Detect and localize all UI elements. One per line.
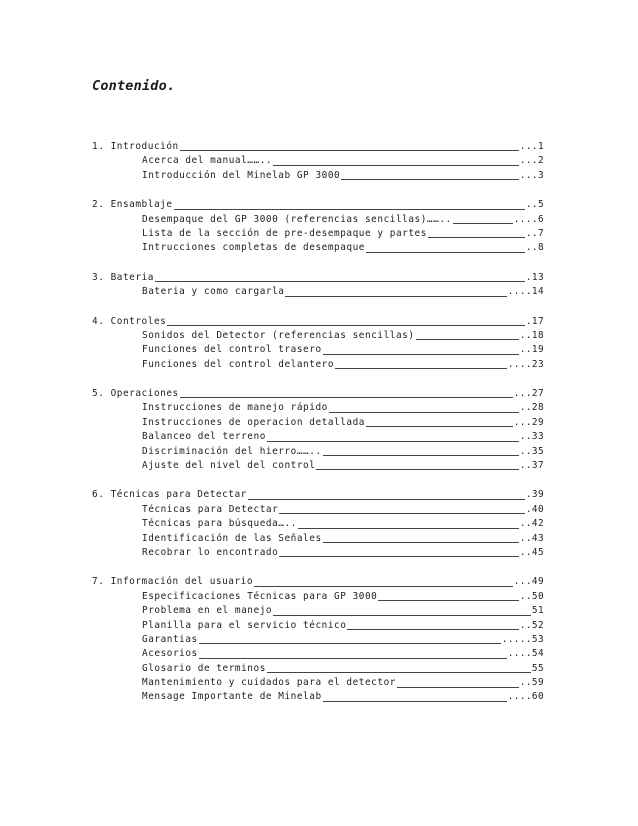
toc-subentry-page: ....14 bbox=[507, 286, 544, 298]
toc-entry-label: 5. Operaciones bbox=[92, 388, 179, 400]
toc-entry-page: .13 bbox=[525, 271, 544, 283]
toc-subentry-page: ..28 bbox=[519, 402, 544, 414]
toc-entry-label: 1. Introdución bbox=[92, 140, 179, 152]
toc-subentry-page: ..33 bbox=[519, 431, 544, 443]
toc-entry-page: .17 bbox=[525, 315, 544, 327]
toc-entry bbox=[92, 488, 544, 502]
toc-subentry-page: ..50 bbox=[519, 590, 544, 602]
toc-subentry bbox=[92, 517, 544, 531]
dot-leader bbox=[174, 209, 525, 210]
toc-entry-page: .39 bbox=[525, 489, 544, 501]
toc-subentry-page: ..45 bbox=[519, 546, 544, 558]
toc-subentry bbox=[92, 154, 544, 168]
toc-subentry bbox=[92, 213, 544, 227]
dot-leader bbox=[180, 397, 513, 398]
toc-subentry-label: Intrucciones completas de desempaque bbox=[142, 242, 365, 254]
dot-leader bbox=[416, 339, 519, 340]
toc-subentry-page: ..35 bbox=[519, 445, 544, 457]
toc-subentry-page: ..18 bbox=[519, 329, 544, 341]
toc-subentry-page: ....60 bbox=[507, 691, 544, 703]
toc-subentry-label: Acerca del manual…….. bbox=[142, 155, 273, 167]
dot-leader bbox=[341, 179, 519, 180]
toc-entry bbox=[92, 315, 544, 329]
toc-subentry-label: Instrucciones de operacion detallada bbox=[142, 416, 365, 428]
dot-leader bbox=[199, 643, 501, 644]
toc-subentry bbox=[92, 169, 544, 183]
toc-section-introduccion bbox=[92, 140, 544, 183]
toc-subentry-page: ....23 bbox=[507, 358, 544, 370]
toc-subentry-label: Ajuste del nivel del control bbox=[142, 460, 316, 472]
dot-leader bbox=[279, 556, 519, 557]
toc-entry-page: ...49 bbox=[513, 576, 544, 588]
dot-leader bbox=[155, 281, 525, 282]
dot-leader bbox=[273, 165, 519, 166]
toc-entry-page: ...27 bbox=[513, 388, 544, 400]
dot-leader bbox=[397, 687, 519, 688]
toc-subentry-label: Introducción del Minelab GP 3000 bbox=[142, 169, 341, 181]
toc-subentry bbox=[92, 633, 544, 647]
dot-leader bbox=[335, 368, 507, 369]
toc-subentry-label: Planilla para el servicio técnico bbox=[142, 619, 347, 631]
toc-entry-label: 2. Ensamblaje bbox=[92, 199, 173, 211]
toc-subentry-label: Acesorios bbox=[142, 648, 198, 660]
toc-subentry-label: Problema en el manejo bbox=[142, 605, 273, 617]
toc-subentry-page: .....53 bbox=[501, 633, 544, 645]
dot-leader bbox=[347, 629, 518, 630]
toc-subentry bbox=[92, 416, 544, 430]
toc-subentry bbox=[92, 358, 544, 372]
toc-subentry-label: Identificación de las Señales bbox=[142, 532, 322, 544]
dot-leader bbox=[167, 325, 525, 326]
toc-subentry-page: ...3 bbox=[519, 169, 544, 181]
toc-subentry bbox=[92, 285, 544, 299]
toc-subentry bbox=[92, 662, 544, 676]
dot-leader bbox=[366, 252, 525, 253]
toc-subentry-page: 51 bbox=[531, 605, 544, 617]
toc-subentry bbox=[92, 676, 544, 690]
toc-subentry-label: Desempaque del GP 3000 (referencias sencillas)…….. bbox=[142, 213, 452, 225]
toc-section-bateria bbox=[92, 271, 544, 300]
table-of-contents bbox=[92, 140, 544, 720]
toc-subentry bbox=[92, 459, 544, 473]
toc-subentry bbox=[92, 532, 544, 546]
dot-leader bbox=[378, 600, 518, 601]
toc-subentry-page: ..37 bbox=[519, 460, 544, 472]
toc-subentry bbox=[92, 241, 544, 255]
toc-subentry bbox=[92, 430, 544, 444]
toc-subentry-label: Discriminación del hierro…….. bbox=[142, 445, 322, 457]
toc-subentry-label: Funciones del control delantero bbox=[142, 358, 335, 370]
dot-leader bbox=[298, 528, 519, 529]
toc-subentry-page: ..52 bbox=[519, 619, 544, 631]
dot-leader bbox=[453, 223, 513, 224]
toc-entry-label: 4. Controles bbox=[92, 315, 167, 327]
toc-subentry bbox=[92, 445, 544, 459]
toc-entry bbox=[92, 271, 544, 285]
toc-subentry-label: Funciones del control trasero bbox=[142, 344, 322, 356]
toc-subentry-page: ...2 bbox=[519, 155, 544, 167]
dot-leader bbox=[254, 586, 513, 587]
toc-section-controles bbox=[92, 315, 544, 373]
toc-subentry-page: ..59 bbox=[519, 677, 544, 689]
toc-subentry-page: ....54 bbox=[507, 648, 544, 660]
toc-subentry-label: Sonidos del Detector (referencias sencillas) bbox=[142, 329, 415, 341]
toc-subentry-page: ..19 bbox=[519, 344, 544, 356]
toc-entry bbox=[92, 198, 544, 212]
toc-subentry-label: Instrucciones de manejo rápido bbox=[142, 402, 328, 414]
toc-section-ensamblaje bbox=[92, 198, 544, 256]
toc-subentry bbox=[92, 590, 544, 604]
dot-leader bbox=[248, 499, 525, 500]
toc-subentry-label: Lista de la sección de pre-desempaque y partes bbox=[142, 227, 427, 239]
toc-subentry bbox=[92, 329, 544, 343]
dot-leader bbox=[285, 296, 506, 297]
toc-subentry bbox=[92, 604, 544, 618]
toc-entry-page: ..5 bbox=[525, 199, 544, 211]
dot-leader bbox=[316, 469, 518, 470]
toc-entry-label: 6. Técnicas para Detectar bbox=[92, 489, 247, 501]
toc-subentry bbox=[92, 546, 544, 560]
toc-subentry bbox=[92, 401, 544, 415]
dot-leader bbox=[323, 701, 507, 702]
dot-leader bbox=[267, 672, 531, 673]
toc-subentry-page: ...29 bbox=[513, 416, 544, 428]
toc-subentry bbox=[92, 691, 544, 705]
toc-subentry-label: Mantenimiento y cuidados para el detector bbox=[142, 677, 396, 689]
toc-subentry-label: Glosario de terminos bbox=[142, 662, 266, 674]
toc-subentry-label: Garantias bbox=[142, 633, 198, 645]
toc-subentry-page: ..7 bbox=[525, 227, 544, 239]
dot-leader bbox=[323, 354, 519, 355]
dot-leader bbox=[279, 513, 525, 514]
dot-leader bbox=[273, 615, 531, 616]
dot-leader bbox=[366, 426, 513, 427]
toc-subentry-page: ..8 bbox=[525, 242, 544, 254]
toc-subentry-page: .40 bbox=[525, 503, 544, 515]
toc-subentry bbox=[92, 503, 544, 517]
toc-section-operaciones bbox=[92, 387, 544, 473]
toc-entry-label: 3. Bateria bbox=[92, 271, 154, 283]
dot-leader bbox=[323, 455, 519, 456]
toc-section-tecnicas bbox=[92, 488, 544, 560]
toc-entry-page: ...1 bbox=[519, 140, 544, 152]
dot-leader bbox=[267, 441, 519, 442]
dot-leader bbox=[329, 412, 519, 413]
toc-subentry-label: Técnicas para Detectar bbox=[142, 503, 279, 515]
toc-subentry bbox=[92, 619, 544, 633]
dot-leader bbox=[180, 150, 519, 151]
toc-subentry-page: ..43 bbox=[519, 532, 544, 544]
toc-subentry-label: Técnicas para búsqueda….. bbox=[142, 518, 297, 530]
toc-entry bbox=[92, 387, 544, 401]
toc-subentry bbox=[92, 343, 544, 357]
toc-entry bbox=[92, 140, 544, 154]
toc-section-informacion bbox=[92, 575, 544, 705]
toc-subentry-label: Recobrar lo encontrado bbox=[142, 546, 279, 558]
toc-subentry-label: Especificaciones Técnicas para GP 3000 bbox=[142, 590, 378, 602]
toc-subentry-label: Balanceo del terreno bbox=[142, 431, 266, 443]
page-title: Contenido. bbox=[92, 78, 176, 94]
dot-leader bbox=[323, 542, 519, 543]
dot-leader bbox=[199, 658, 507, 659]
dot-leader bbox=[428, 237, 525, 238]
toc-subentry-page: ....6 bbox=[513, 213, 544, 225]
toc-subentry bbox=[92, 647, 544, 661]
toc-subentry-label: Bateria y como cargarla bbox=[142, 286, 285, 298]
toc-subentry-page: ..42 bbox=[519, 518, 544, 530]
toc-entry-label: 7. Información del usuario bbox=[92, 576, 254, 588]
toc-entry bbox=[92, 575, 544, 589]
toc-subentry bbox=[92, 227, 544, 241]
toc-subentry-label: Mensage Importante de Minelab bbox=[142, 691, 322, 703]
toc-subentry-page: 55 bbox=[531, 662, 544, 674]
